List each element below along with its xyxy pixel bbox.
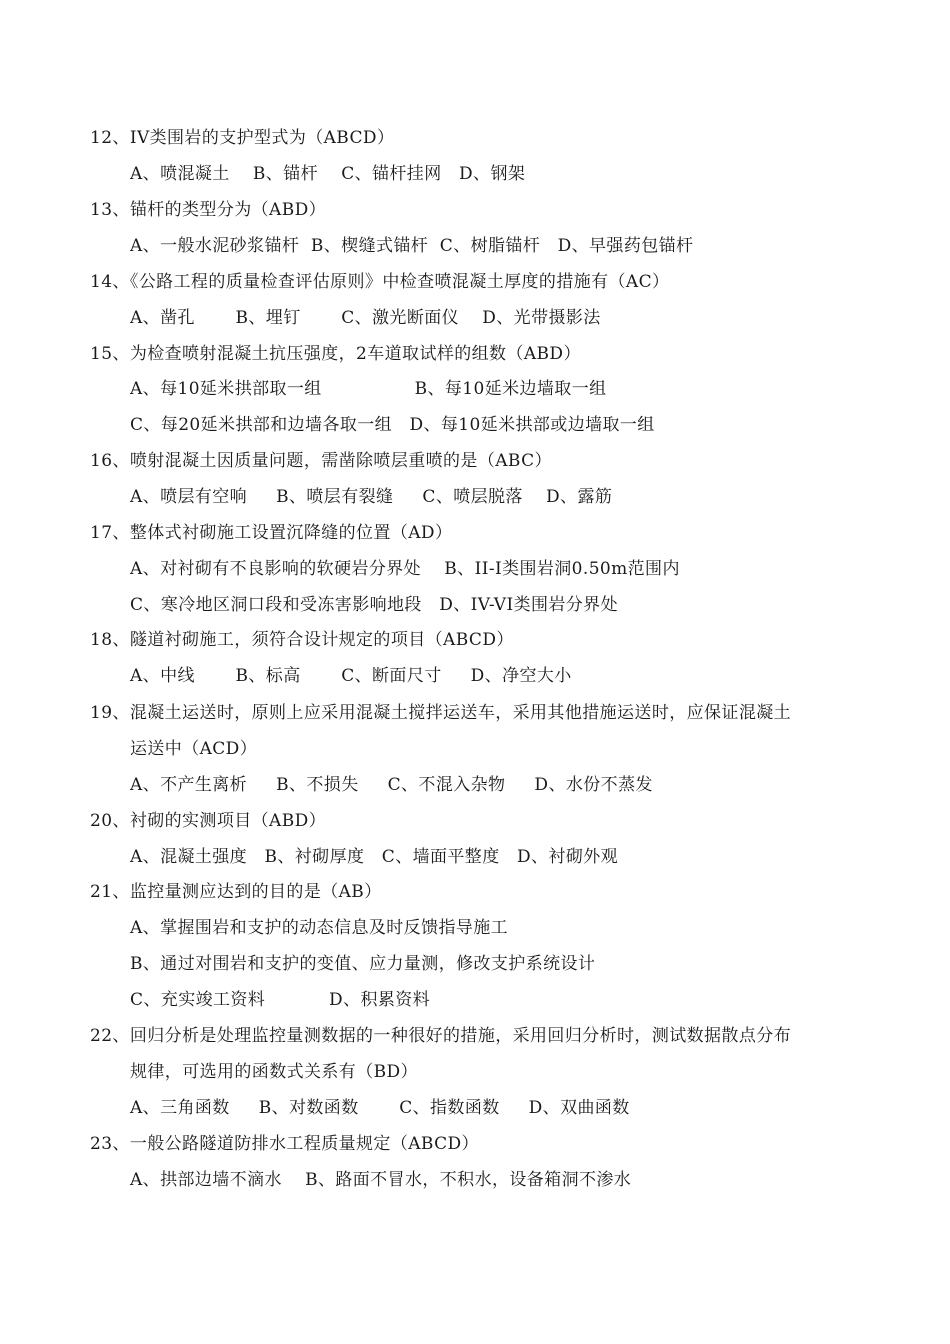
question-16: 16、喷射混凝土因质量问题，需凿除喷层重喷的是（ABC）: [90, 451, 552, 471]
options-17-cd: C、寒冷地区洞口段和受冻害影响地段 D、IV-VI类围岩分界处: [130, 595, 618, 615]
options-19: A、不产生离析 B、不损失 C、不混入杂物 D、水份不蒸发: [130, 775, 653, 795]
question-19: 19、混凝土运送时，原则上应采用混凝土搅拌运送车，采用其他措施运送时，应保证混凝土: [90, 703, 792, 723]
options-20: A、混凝土强度 B、衬砌厚度 C、墙面平整度 D、衬砌外观: [130, 847, 619, 867]
options-16: A、喷层有空响 B、喷层有裂缝 C、喷层脱落 D、露筋: [130, 487, 613, 507]
question-19-cont: 运送中（ACD）: [130, 739, 258, 759]
options-22: A、三角函数 B、对数函数 C、指数函数 D、双曲函数: [130, 1098, 630, 1118]
options-15-cd: C、每20延米拱部和边墙各取一组 D、每10延米拱部或边墙取一组: [130, 415, 655, 435]
options-21-a: A、掌握围岩和支护的动态信息及时反馈指导施工: [130, 918, 509, 938]
question-23: 23、一般公路隧道防排水工程质量规定（ABCD）: [90, 1134, 479, 1154]
question-22: 22、回归分析是处理监控量测数据的一种很好的措施，采用回归分析时，测试数据散点分布: [90, 1026, 792, 1046]
options-21-cd: C、充实竣工资料 D、积累资料: [130, 990, 431, 1010]
question-14: 14、《公路工程的质量检查评估原则》中检查喷混凝土厚度的措施有（AC）: [90, 272, 670, 292]
question-20: 20、衬砌的实测项目（ABD）: [90, 811, 327, 831]
question-15: 15、为检查喷射混凝土抗压强度，2车道取试样的组数（ABD）: [90, 344, 581, 364]
options-13: A、一般水泥砂浆锚杆 B、楔缝式锚杆 C、树脂锚杆 D、早强药包锚杆: [130, 236, 694, 256]
options-14: A、凿孔 B、埋钉 C、激光断面仪 D、光带摄影法: [130, 308, 601, 328]
question-18: 18、隧道衬砌施工，须符合设计规定的项目（ABCD）: [90, 630, 514, 650]
question-21: 21、监控量测应达到的目的是（AB）: [90, 882, 382, 902]
options-18: A、中线 B、标高 C、断面尺寸 D、净空大小: [130, 666, 572, 686]
options-12: A、喷混凝土 B、锚杆 C、锚杆挂网 D、钢架: [130, 164, 526, 184]
question-12: 12、IV类围岩的支护型式为（ABCD）: [90, 128, 395, 148]
options-17-ab: A、对衬砌有不良影响的软硬岩分界处 B、II-I类围岩洞0.50m范围内: [130, 559, 680, 579]
options-23-ab: A、拱部边墙不滴水 B、路面不冒水，不积水，设备箱洞不渗水: [130, 1170, 632, 1190]
options-21-b: B、通过对围岩和支护的变值、应力量测，修改支护系统设计: [130, 954, 596, 974]
question-13: 13、锚杆的类型分为（ABD）: [90, 200, 327, 220]
question-22-cont: 规律，可选用的函数式关系有（BD）: [130, 1062, 418, 1082]
question-17: 17、整体式衬砌施工设置沉降缝的位置（AD）: [90, 523, 453, 543]
options-15-ab: A、每10延米拱部取一组 B、每10延米边墙取一组: [130, 379, 607, 399]
